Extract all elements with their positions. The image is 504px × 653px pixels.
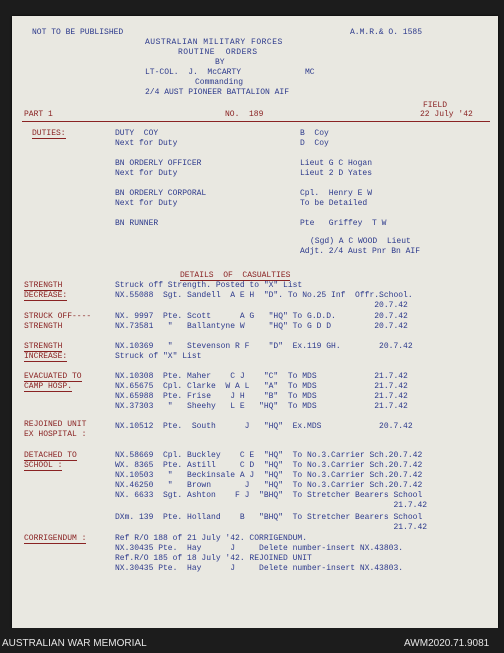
casualty-line: Struck off Strength. Posted to "X" List: [115, 281, 303, 290]
casualty-line: NX.73581 " Ballantyne W "HQ" To G D D 20.7.42: [115, 322, 408, 331]
casualty-line: WX. 8365 Pte. Astill C D "HQ" To No.3.Carrier Sch.20.7.42: [115, 461, 423, 470]
commander-decoration: MC: [305, 68, 315, 77]
casualty-line: NX.65675 Cpl. Clarke W A L "A" To MDS 21.7.42: [115, 382, 408, 391]
section-label-strength-decrease-2: DECREASE:: [24, 291, 68, 300]
section-label-evacuated-2: CAMP HOSP.: [24, 382, 73, 391]
section-label-strength-decrease: STRENGTH: [24, 281, 63, 290]
order-number: NO. 189: [225, 110, 264, 119]
section-label-corrigendum: CORRIGENDUM :: [24, 534, 87, 543]
casualty-line: Struck of "X" List: [115, 352, 202, 361]
casualty-line: NX. 6633 Sgt. Ashton F J "BHQ" To Stretcher Bearers School: [115, 491, 423, 500]
casualty-line: NX.10503 " Beckinsale A J "HQ" To No.3.Carrier Sch.20.7.42: [115, 471, 423, 480]
archive-reference: AWM2020.71.9081: [404, 638, 490, 649]
duty-left-2: BN ORDERLY OFFICER: [115, 159, 202, 168]
section-label-rejoined-2: EX HOSPITAL :: [24, 430, 87, 439]
org-title: AUSTRALIAN MILITARY FORCES: [145, 38, 283, 47]
duty-left-3: Next for Duty: [115, 169, 178, 178]
duty-left-6: BN RUNNER: [115, 219, 159, 228]
casualty-line: NX.30435 Pte. Hay J Delete number-insert NX.43803.: [115, 564, 404, 573]
duties-heading: DUTIES:: [32, 129, 66, 138]
duty-right-5: To be Detailed: [300, 199, 368, 208]
section-label-strength-increase-2: INCREASE:: [24, 352, 68, 361]
casualty-line: 21.7.42: [115, 501, 428, 510]
header-divider: [22, 121, 490, 122]
section-label-struck-off: STRUCK OFF----: [24, 312, 92, 321]
duty-right-3: Lieut 2 D Yates: [300, 169, 373, 178]
duty-left-5: Next for Duty: [115, 199, 178, 208]
duty-left-1: Next for Duty: [115, 139, 178, 148]
section-label-detached-2: SCHOOL :: [24, 461, 63, 470]
duty-right-6: Pte Griffey T W: [300, 219, 387, 228]
unit-title: 2/4 AUST PIONEER BATTALION AIF: [145, 88, 290, 97]
section-label-struck-off-2: STRENGTH: [24, 322, 63, 331]
adjutant-title: Adjt. 2/4 Aust Pnr Bn AIF: [300, 247, 421, 256]
casualty-line: 20.7.42: [115, 301, 408, 310]
casualty-line: Ref R/O 188 of 21 July '42. CORRIGENDUM.: [115, 534, 308, 543]
casualty-line: NX.10369 " Stevenson R F "D" Ex.119 GH. 20.7.42: [115, 342, 413, 351]
duty-right-2: Lieut G C Hogan: [300, 159, 373, 168]
casualty-line: NX.58669 Cpl. Buckley C E "HQ" To No.3.Carrier Sch.20.7.42: [115, 451, 423, 460]
duty-right-0: B Coy: [300, 129, 329, 138]
section-label-detached: DETACHED TO: [24, 451, 77, 460]
document-sheet: [12, 16, 498, 628]
duty-left-0: DUTY COY: [115, 129, 159, 138]
casualty-line: DXm. 139 Pte. Holland B "BHQ" To Stretcher Bearers School: [115, 513, 423, 522]
casualty-line: NX. 9997 Pte. Scott A G "HQ" To G.D.D. 20.7.42: [115, 312, 408, 321]
commander-name: LT-COL. J. McCARTY: [145, 68, 242, 77]
routine-orders-title: ROUTINE ORDERS: [178, 48, 258, 57]
commanding-label: Commanding: [195, 78, 244, 87]
casualty-line: NX.46250 " Brown J "HQ" To No.3.Carrier Sch.20.7.42: [115, 481, 423, 490]
by-label: BY: [215, 58, 225, 67]
order-date: 22 July '42: [420, 110, 473, 119]
section-label-evacuated: EVACUATED TO: [24, 372, 82, 381]
casualty-line: Ref.R/O 185 of 18 July '42. REJOINED UNIT: [115, 554, 312, 563]
casualty-line: NX.37303 " Sheehy L E "HQ" To MDS 21.7.42: [115, 402, 408, 411]
adjutant-signature: (Sgd) A C WOOD Lieut: [310, 237, 411, 246]
archive-name: AUSTRALIAN WAR MEMORIAL: [2, 638, 147, 649]
not-published-stamp: NOT TO BE PUBLISHED: [32, 28, 124, 37]
casualties-title: DETAILS OF CASUALTIES: [180, 271, 291, 280]
part-label: PART 1: [24, 110, 53, 119]
order-reference: A.M.R.& O. 1585: [350, 28, 423, 37]
archive-footer: [0, 628, 504, 653]
casualty-line: NX.55088 Sgt. Sandell A E H "D". To No.25 Inf Offr.School.: [115, 291, 413, 300]
duty-right-1: D Coy: [300, 139, 329, 148]
section-label-rejoined: REJOINED UNIT: [24, 420, 87, 429]
field-label: FIELD: [423, 101, 448, 110]
section-label-strength-increase: STRENGTH: [24, 342, 63, 351]
casualty-line: NX.10512 Pte. South J "HQ" Ex.MDS 20.7.42: [115, 422, 413, 431]
duty-right-4: Cpl. Henry E W: [300, 189, 373, 198]
casualty-line: NX.10308 Pte. Maher C J "C" To MDS 21.7.42: [115, 372, 408, 381]
casualty-line: NX.65988 Pte. Frise J H "B" To MDS 21.7.42: [115, 392, 408, 401]
casualty-line: 21.7.42: [115, 523, 428, 532]
casualty-line: NX.30435 Pte. Hay J Delete number-insert NX.43803.: [115, 544, 404, 553]
duty-left-4: BN ORDERLY CORPORAL: [115, 189, 207, 198]
